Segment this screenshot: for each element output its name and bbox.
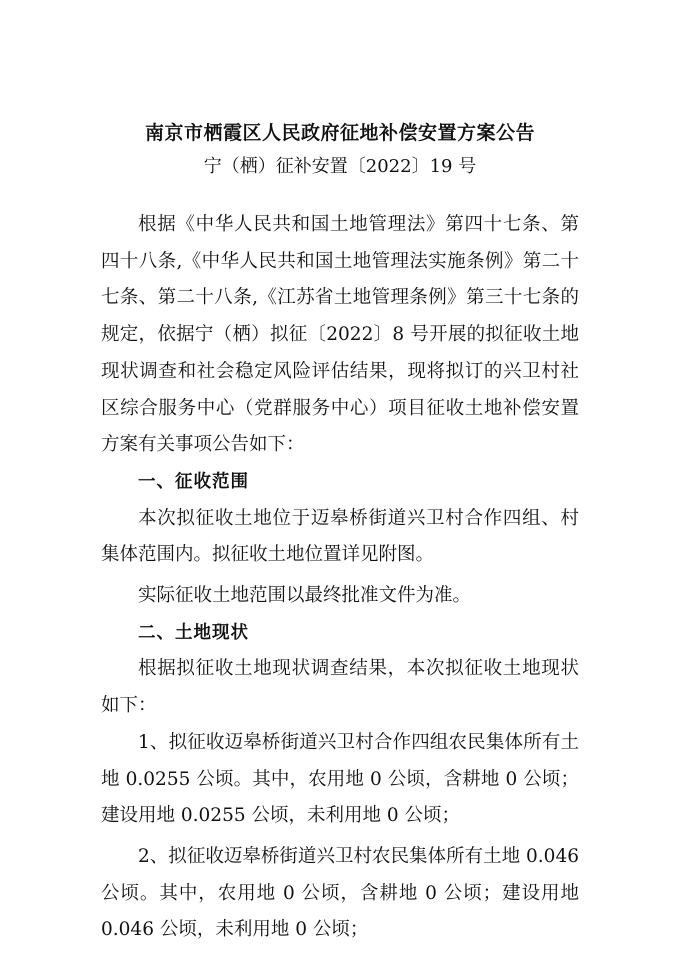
paragraph-scope-location: 本次拟征收土地位于迈皋桥街道兴卫村合作四组、村集体范围内。拟征收土地位置详见附图。 [101,507,579,566]
document-title: 南京市栖霞区人民政府征地补偿安置方案公告 [144,122,535,144]
paragraph-scope-final: 实际征收土地范围以最终批准文件为准。 [138,585,472,607]
paragraph-land-item-1: 1、拟征收迈皋桥街道兴卫村合作四组农民集体所有土地 0.0255 公顷。其中，农用地 0 公顷，含耕地 0 公顷；建设用地 0.0255 公顷，未利用地 0 公顷； [101,731,579,827]
document-number: 宁（栖）征补安置〔2022〕19 号 [203,156,477,177]
paragraph-intro: 根据《中华人民共和国土地管理法》第四十七条、第四十八条,《中华人民共和国土地管理法实施条例》第二十七条、第二十八条,《江苏省土地管理条例》第三十七条的规定，依据宁（栖）拟征〔2022〕8 号开展的拟征收土地现状调查和社会稳定风险评估结果，现将拟订的兴卫村社区综合服务中心（党群服务中心）项目征收土地补偿安置方案有关事项公告如下： [101,214,579,456]
section-heading-scope: 一、征收范围 [138,471,249,492]
paragraph-land-item-2: 2、拟征收迈皋桥街道兴卫村农民集体所有土地 0.046 公顷。其中，农用地 0 公顷，含耕地 0 公顷；建设用地 0.046 公顷，未利用地 0 公顷； [101,845,579,941]
section-heading-land-status: 二、土地现状 [138,622,249,643]
paragraph-land-status-intro: 根据拟征收土地现状调查结果，本次拟征收土地现状如下： [101,658,579,717]
document-body [101,207,579,949]
